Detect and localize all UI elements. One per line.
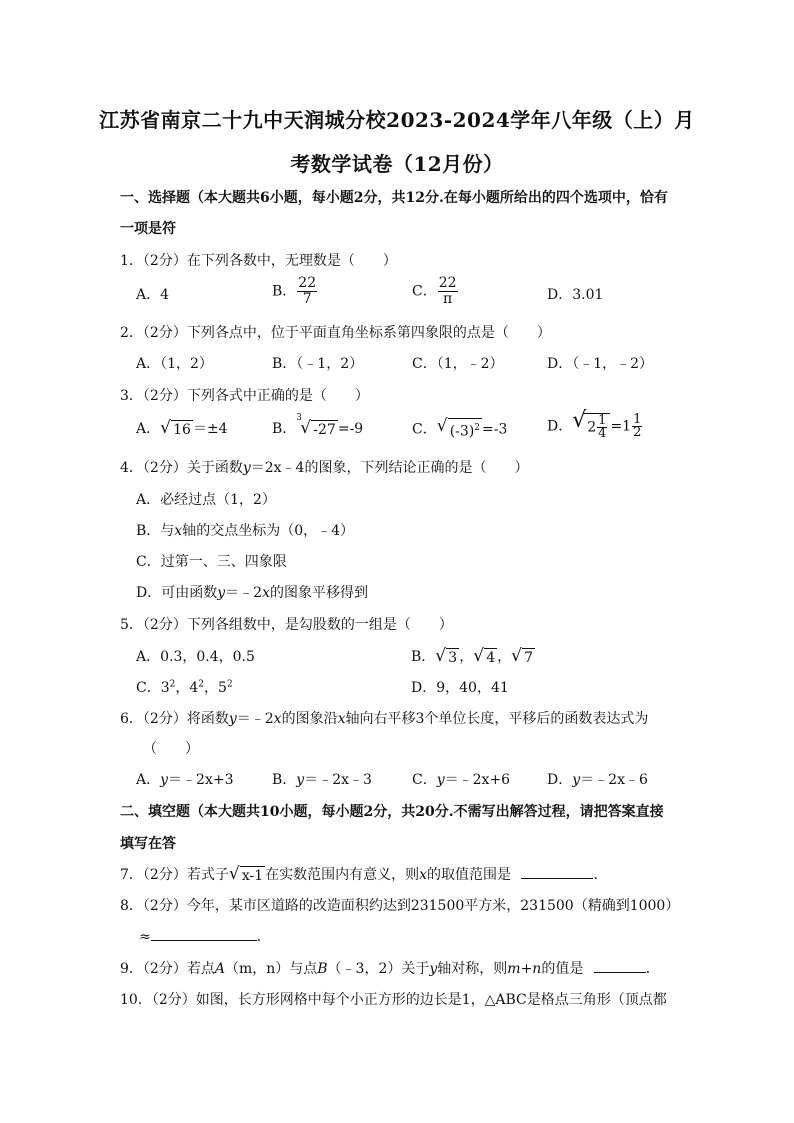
q1-c-fraction: $\frac{22}{\pi}$ <box>438 275 457 307</box>
q3-option-b: B． 3 √ -27 =-9 <box>272 412 364 438</box>
q8-answer-blank[interactable] <box>151 926 257 941</box>
q5-stem: 5．（2分）下列各组数中，是勾股数的一组是（ ） <box>120 617 453 633</box>
q5-option-c: C．$3^2$，$4^2$，$5^2$ <box>136 679 233 696</box>
q6-option-d: D．y＝﹣2x﹣6 <box>547 772 648 788</box>
exam-title-line1: 江苏省南京二十九中天润城分校2023-2024学年八年级（上）月 <box>99 108 695 132</box>
q7-answer-blank[interactable] <box>521 864 593 879</box>
q4-option-a: A．必经过点（1，2） <box>136 492 276 508</box>
q1-option-b: B． $\frac{22}{7}$ <box>272 275 317 307</box>
q4-option-c: C．过第一、三、四象限 <box>136 554 287 570</box>
q3-option-a: A． √ 16 ＝±4 <box>136 417 228 438</box>
q10-stem: 10．（2分）如图，长方形网格中每个小正方形的边长是1，△ABC是格点三角形（顶点都 <box>120 992 667 1008</box>
q2-option-c: C．（1，﹣2） <box>412 356 504 372</box>
q8-stem: 8．（2分）今年，某市区道路的改造面积约达到231500平方米，231500（精确到1000） <box>120 898 680 914</box>
q4-option-d: D．可由函数y＝﹣2x的图象平移得到 <box>136 585 368 601</box>
section2-heading-cont: 填写在答 <box>120 836 176 852</box>
q5-option-b: B． √ 3 ， √ 4 ， √ 7 <box>411 645 534 666</box>
q1-option-c: C． $\frac{22}{\pi}$ <box>412 275 457 307</box>
q3-option-d: D． √ 2 $\frac{1}{4}$ =1 $\frac{1}{2}$ <box>547 408 642 441</box>
q1-b-fraction: $\frac{22}{7}$ <box>298 275 317 307</box>
q1-option-d: D．3.01 <box>547 287 604 303</box>
q2-option-b: B．（﹣1，2） <box>272 356 364 372</box>
q6-option-a: A．y＝﹣2x+3 <box>136 772 234 788</box>
q1-option-a: A．4 <box>136 287 170 303</box>
q4-stem: 4．（2分）关于函数y＝2x﹣4的图象，下列结论正确的是（ ） <box>120 460 529 476</box>
q6-option-b: B．y＝﹣2x﹣3 <box>272 772 372 788</box>
q7-sqrt: √ x-1 <box>228 863 264 884</box>
q3-a-sqrt: √ 16 <box>160 417 191 438</box>
q2-stem: 2．（2分）下列各点中，位于平面直角坐标系第四象限的点是（ ） <box>120 325 551 341</box>
q9-stem: 9．（2分）若点A（m，n）与点B（﹣3，2）关于y轴对称，则m+n的值是 ． <box>120 958 660 978</box>
q3-stem: 3．（2分）下列各式中正确的是（ ） <box>120 388 369 404</box>
q6-stem-cont: （ ） <box>143 741 199 757</box>
q9-answer-blank[interactable] <box>594 958 646 973</box>
q2-option-d: D．（﹣1，﹣2） <box>547 356 654 372</box>
section1-heading: 一、选择题（本大题共6小题，每小题2分，共12分.在每小题所给出的四个选项中，恰有 <box>120 190 668 206</box>
section1-heading-cont: 一项是符 <box>120 221 176 237</box>
q6-option-c: C．y＝﹣2x+6 <box>412 772 511 788</box>
q5-option-a: A．0.3，0.4，0.5 <box>136 649 255 665</box>
q3-option-c: C． √ $(-3)^2 =-3$ <box>412 416 508 440</box>
q5-option-d: D．9，40，41 <box>411 680 509 696</box>
q1-stem: 1．（2分）在下列各数中，无理数是（ ） <box>120 253 397 269</box>
q3-b-cuberoot: 3 √ -27 <box>296 412 336 438</box>
q4-option-b: B．与x轴的交点坐标为（0，﹣4） <box>136 523 355 539</box>
q2-option-a: A．（1，2） <box>136 356 213 372</box>
q8-stem-cont: ≈ ． <box>139 926 271 946</box>
q7-stem: 7．（2分）若式子 √ x-1 在实数范围内有意义，则x的取值范围是 ． <box>120 863 608 884</box>
q3-d-sqrt: √ 2 $\frac{1}{4}$ <box>572 413 610 440</box>
q6-stem: 6．（2分）将函数y＝﹣2x的图象沿x轴向右平移3个单位长度，平移后的函数表达式为 <box>120 711 649 727</box>
q3-c-sqrt: √ $(-3)^2$ <box>436 416 481 440</box>
exam-title-line2: 考数学试卷（12月份） <box>290 152 504 176</box>
section2-heading: 二、填空题（本大题共10小题，每小题2分，共20分.不需写出解答过程，请把答案直接 <box>120 804 664 820</box>
